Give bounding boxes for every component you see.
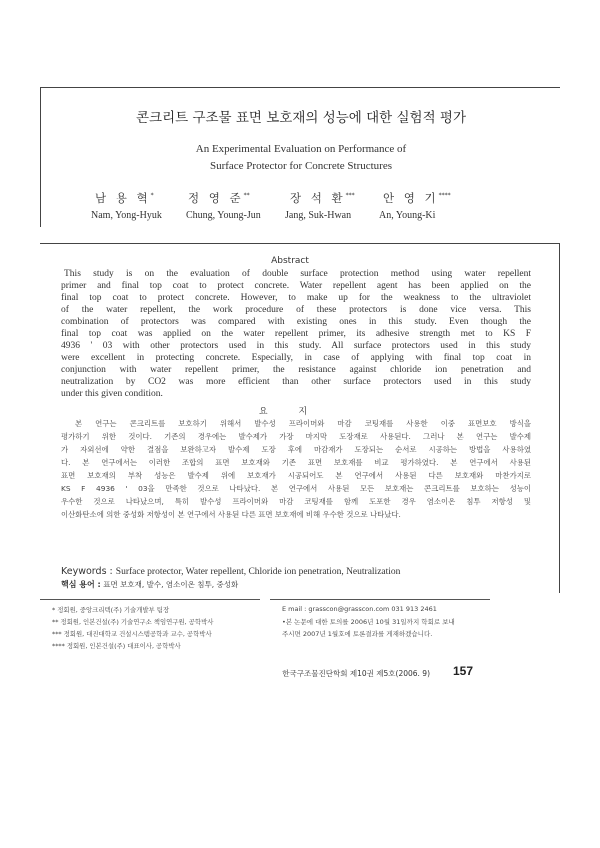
abstract-line: final top coat to protect concrete. However, to make up for the weakness to the ultraviolet	[61, 293, 531, 303]
keywords-korean	[61, 579, 238, 590]
abstract-block	[40, 243, 560, 593]
abstract-line: of the water repellent, the work procedure of these protectors is done vice versa. This	[61, 305, 531, 315]
footnote-discussion-2: 주시면 2007년 1월호에 토론결과를 게재하겠습니다.	[282, 630, 433, 638]
keywords-korean-label: 핵심 용어 :	[61, 580, 101, 589]
author-1-korean: 남 용 혁*	[95, 191, 154, 205]
abstract-line: 4936 ' 03 with other protectors used in this study. All surface protectors used in this study	[61, 341, 531, 351]
page-number: 157	[453, 664, 474, 678]
korean-summary-line: 다. 본 연구에서는 이러한 조합의 표면 보호재와 기존 표면 보호재를 비교 평가하였다. 본 연구에서 사용된	[61, 458, 531, 467]
footnote-divider-right	[270, 599, 490, 600]
abstract-line: were excellent in protecting concrete. Especially, in case of applying with final top coat in	[61, 353, 531, 363]
title-block	[40, 87, 560, 227]
author-3-english: Jang, Suk-Hwan	[285, 210, 352, 221]
abstract-line: This study is on the evaluation of double surface protection method using water repellent	[64, 269, 531, 279]
footnote-affiliation-3: *** 정회원, 대진대학교 건설시스템공학과 교수, 공학박사	[52, 630, 212, 638]
korean-summary-line: 우수한 것으로 나타났으며, 특히 발수성 프라이머와 마감 코팅재를 함께 도포한 경우 염소이온 침투 저항성 및	[61, 497, 531, 506]
keywords-value: Surface protector, Water repellent, Chloride ion penetration, Neutralization	[115, 567, 401, 577]
author-2-english: Chung, Young-Jun	[186, 210, 261, 221]
abstract-line: final top coat was applied on the water repellent primer, its adhesive strength met to KS F	[61, 329, 531, 339]
keywords-korean-value: 표면 보호재, 발수, 염소이온 침투, 중성화	[103, 580, 239, 589]
paper-title-english-line-1: An Experimental Evaluation on Performance of	[195, 143, 407, 155]
author-2-korean: 정 영 준**	[188, 191, 250, 205]
abstract-line: neutralization by CO2 was more efficient than other surface protectors used in this study	[61, 377, 531, 387]
korean-summary-line: 평가하기 위한 것이다. 기존의 경우에는 발수제가 가장 마지막 도장재로 사용된다. 그러나 본 연구는 발수제	[61, 432, 531, 441]
abstract-line: conjunction with water repellent primer, the resistance against chloride ion penetration and	[61, 365, 531, 375]
author-4-korean: 안 영 기****	[383, 191, 451, 205]
paper-title-english-line-2: Surface Protector for Concrete Structures	[209, 160, 393, 172]
abstract-heading: Abstract	[271, 256, 309, 266]
korean-summary-line: 본 연구는 콘크리트를 보호하기 위해서 발수성 프라이머와 마감 코팅재를 사용한 이중 표면보호 방식을	[75, 419, 531, 428]
abstract-line: combination of protectors was compared with existing ones in this study. Even though the	[61, 317, 531, 327]
footnote-affiliation-1: * 정회원, 중앙크리텍(주) 기술개발부 팀장	[52, 606, 170, 614]
korean-summary-heading: 요 지	[258, 407, 322, 417]
paper-title-korean: 콘크리트 구조물 표면 보호재의 성능에 대한 실험적 평가	[136, 110, 466, 126]
korean-summary-line: KS F 4936 ' 03을 만족한 것으로 나타났다. 본 연구에서 사용된 모든 보호재는 콘크리트를 보호하는 성능이	[61, 484, 531, 493]
footnote-discussion-1: •본 논문에 대한 토의를 2006년 10월 31일까지 학회로 보내	[282, 618, 455, 626]
author-3-korean: 장 석 환***	[290, 191, 355, 205]
korean-summary-line: 표면 보호재의 부착 성능은 발수제 위에 보호재가 시공되어도 본 연구에서 사용된 다른 보호재와 마찬가지로	[61, 471, 531, 480]
author-1-english: Nam, Yong-Hyuk	[91, 210, 162, 221]
keywords-english	[61, 566, 400, 577]
journal-footer: 한국구조물진단학회 제10권 제5호(2006. 9)	[282, 669, 430, 678]
abstract-line: under this given condition.	[61, 389, 163, 399]
korean-summary-line: 이산화탄소에 의한 중성화 저항성이 본 연구에서 사용된 다른 표면 보호재에 비해 우수한 것으로 나타났다.	[61, 510, 401, 519]
footnote-divider-left	[40, 599, 260, 600]
footnote-affiliation-4: **** 정회원, 인본건설(주) 대표이사, 공학박사	[52, 642, 181, 650]
footnote-email: E mail : grasscon@grasscon.com 031 913 2461	[282, 605, 437, 613]
korean-summary-line: 가 자외선에 약한 결점을 보완하고자 발수제 도장 후에 마감재가 도장되는 순서로 시공하는 방법을 사용하였	[61, 445, 531, 454]
author-4-english: An, Young-Ki	[379, 210, 436, 221]
abstract-line: primer and final top coat to protect concrete. Water repellent agent has been applied on the	[61, 281, 531, 291]
footnote-affiliation-2: ** 정회원, 인본건설(주) 기술연구소 책임연구원, 공학박사	[52, 618, 214, 626]
keywords-label: Keywords :	[61, 566, 113, 577]
